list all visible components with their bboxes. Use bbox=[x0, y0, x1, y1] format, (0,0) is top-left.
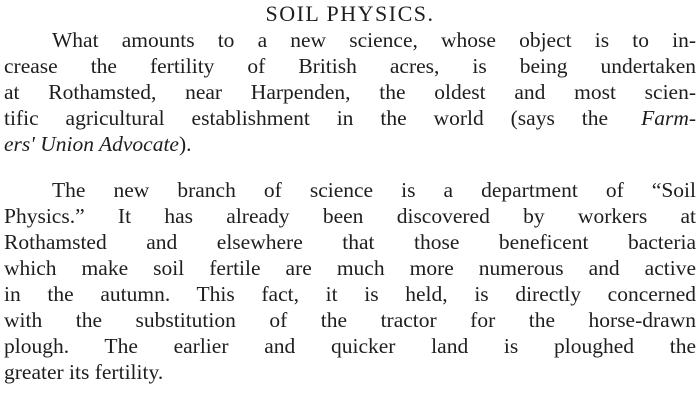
paragraph-2-line-5: in the autumn. This fact, it is held, is directly concerned bbox=[4, 282, 696, 306]
paragraph-2-line-4: which make soil fertile are much more numerous and active bbox=[4, 256, 696, 280]
paragraph-1-line-5 bbox=[4, 132, 696, 156]
paragraph-2-line-8: greater its fertility. bbox=[4, 360, 164, 384]
paragraph-1-line-3: at Rothamsted, near Harpenden, the oldest and most scien- bbox=[4, 80, 696, 104]
paragraph-2-line-6: with the substitution of the tractor for the horse-drawn bbox=[4, 308, 696, 332]
italic-farm: Farm- bbox=[641, 106, 696, 130]
paragraph-1-italic-start bbox=[610, 106, 696, 130]
paragraph-1-closing: ). bbox=[178, 132, 192, 156]
paragraph-2-line-7: plough. The earlier and quicker land is ploughed the bbox=[4, 334, 696, 358]
publication-name: ers' Union Advocate bbox=[4, 132, 179, 156]
paragraph-1-line-4-text: tific agricultural establishment in the world (says the bbox=[4, 106, 608, 130]
paragraph-2-line-3: Rothamsted and elsewhere that those beneficent bacteria bbox=[4, 230, 696, 254]
paragraph-1-line-2: crease the fertility of British acres, is being undertaken bbox=[4, 54, 696, 78]
paragraph-1-line-4 bbox=[4, 106, 608, 130]
paragraph-1-line-1: What amounts to a new science, whose object is to in- bbox=[52, 28, 696, 52]
article-headline: SOIL PHYSICS. bbox=[265, 1, 435, 26]
paragraph-2-line-1: The new branch of science is a department of “Soil bbox=[52, 178, 696, 202]
paragraph-2-line-2: Physics.” It has already been discovered by workers at bbox=[4, 204, 696, 228]
